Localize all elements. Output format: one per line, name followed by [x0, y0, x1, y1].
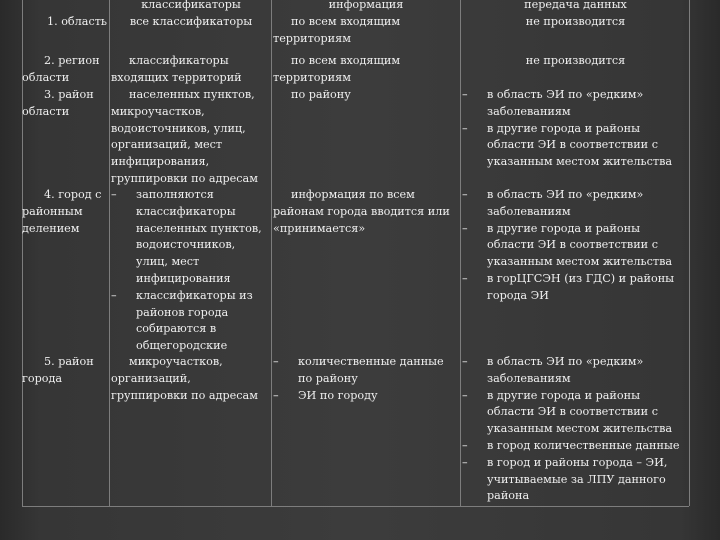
- information-cell: по всем входящим территориям: [273, 54, 401, 84]
- classifiers-cell: населенных пунктов, микроучастков, водоисточников, улиц, организаций, мест инфицирования, группировки по адресам: [111, 88, 258, 185]
- row-level-cell: 5. район города: [22, 355, 94, 385]
- row-level-cell: 3. район области: [22, 88, 94, 118]
- data-transfer-cell: [462, 354, 689, 505]
- list-item: – в область ЭИ по «редким» заболеваниям: [462, 188, 644, 218]
- data-transfer-cell: [462, 87, 689, 171]
- data-table: [22, 0, 689, 507]
- column-divider: [109, 0, 110, 506]
- data-transfer-cell: [462, 187, 689, 305]
- list-item: – ЭИ по городу: [273, 388, 378, 402]
- information-cell: информация по всем районам города вводится или «принимается»: [273, 188, 450, 235]
- information-cell: по всем входящим территориям: [273, 15, 401, 45]
- information-cell: [273, 354, 459, 404]
- list-item: – заполняются классификаторы населенных пунктов, водоисточников, улиц, мест инфицирования: [111, 188, 262, 285]
- list-item: – в горЦГСЭН (из ГДС) и районы города ЭИ: [462, 271, 675, 302]
- information-cell: по району: [291, 88, 351, 101]
- list-item: – в другие города и районы области ЭИ в соответствии с указанным местом жительства: [462, 221, 673, 269]
- list-item: – классификаторы из районов города собираются в общегородские: [111, 288, 253, 353]
- row-level-cell: 1. область: [46, 15, 107, 28]
- list-item: – в другие города и районы области ЭИ в соответствии с указанным местом жительства: [462, 121, 673, 169]
- list-item: – в другие города и районы области ЭИ в соответствии с указанным местом жительства: [462, 388, 673, 436]
- column-divider: [460, 0, 461, 506]
- header-cell-classifiers: классификаторы: [141, 0, 241, 11]
- list-item: – в город количественные данные: [462, 438, 680, 452]
- list-item: – в город и районы города – ЭИ, учитываемые за ЛПУ данного района: [462, 455, 668, 503]
- classifiers-cell: все классификаторы: [129, 15, 253, 28]
- header-cell-information: информация: [328, 0, 404, 11]
- list-item: – в область ЭИ по «редким» заболеваниям: [462, 355, 644, 385]
- column-divider: [689, 0, 690, 506]
- classifiers-cell: микроучастков, организаций, группировки по адресам: [111, 355, 258, 402]
- data-transfer-cell: не производится: [525, 15, 626, 28]
- row-level-cell: 2. регион области: [22, 54, 100, 84]
- list-item: – количественные данные по району: [273, 355, 444, 385]
- classifiers-cell: [111, 187, 271, 355]
- row-level-cell: 4. город с районным делением: [22, 188, 102, 235]
- list-item: – в область ЭИ по «редким» заболеваниям: [462, 88, 644, 118]
- column-divider: [271, 0, 272, 506]
- classifiers-cell: классификаторы входящих территорий: [111, 54, 242, 84]
- data-transfer-cell: не производится: [525, 54, 626, 67]
- header-cell-data-transfer: передача данных: [524, 0, 627, 11]
